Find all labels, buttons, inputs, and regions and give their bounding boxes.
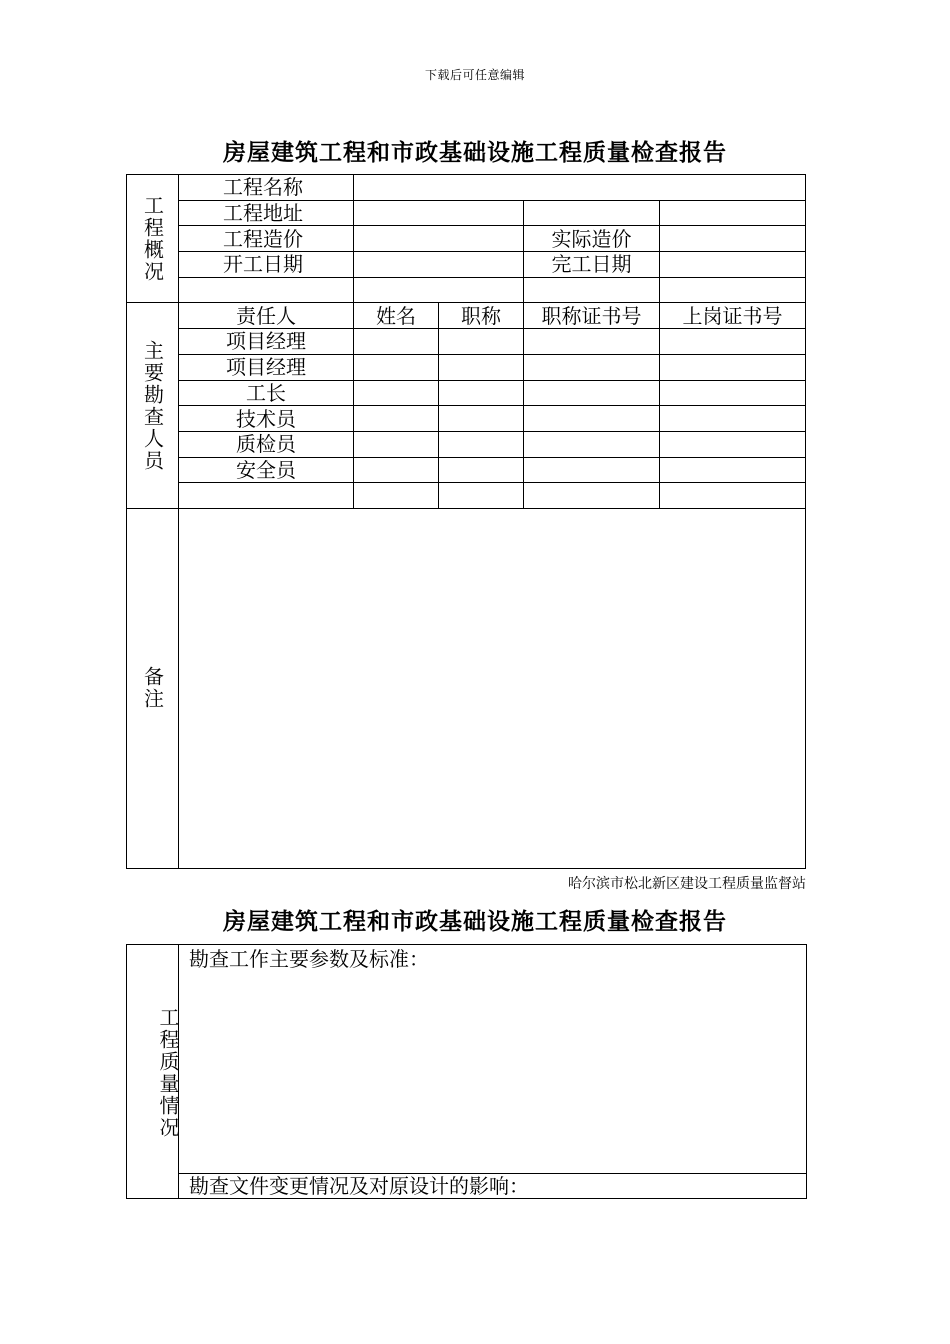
section-label-personnel: 主要勘查人员 <box>127 303 179 509</box>
field-blank-a[interactable] <box>524 200 660 226</box>
cell-title[interactable] <box>439 380 524 406</box>
personnel-row <box>127 380 806 406</box>
cell-title-cert[interactable] <box>524 354 660 380</box>
label-project-name: 工程名称 <box>179 175 354 201</box>
row-project-cost <box>127 226 806 252</box>
field-params[interactable] <box>179 945 807 1174</box>
cell-title-cert[interactable] <box>524 329 660 355</box>
personnel-row <box>127 431 806 457</box>
cell-title[interactable] <box>439 354 524 380</box>
row-changes <box>127 1174 807 1199</box>
cell-name[interactable] <box>354 457 439 483</box>
header-responsible: 责任人 <box>179 303 354 329</box>
row-dates <box>127 252 806 278</box>
role-label: 项目经理 <box>179 329 354 355</box>
prompt-changes: 勘查文件变更情况及对原设计的影响： <box>189 1174 529 1198</box>
header-title-cert: 职称证书号 <box>524 303 660 329</box>
row-params <box>127 945 807 1174</box>
role-label: 质检员 <box>179 431 354 457</box>
cell-title[interactable] <box>439 329 524 355</box>
cell-title-cert[interactable] <box>524 483 660 509</box>
label-start-date: 开工日期 <box>179 252 354 278</box>
cell-post-cert[interactable] <box>660 354 806 380</box>
cell-post-cert[interactable] <box>660 406 806 432</box>
field-project-cost[interactable] <box>354 226 524 252</box>
cell-title[interactable] <box>439 457 524 483</box>
role-label: 技术员 <box>179 406 354 432</box>
field-project-address[interactable] <box>354 200 524 226</box>
field-completion-date[interactable] <box>660 252 806 278</box>
cell-title-cert[interactable] <box>524 380 660 406</box>
field-start-date[interactable] <box>354 252 524 278</box>
role-label: 项目经理 <box>179 354 354 380</box>
personnel-row <box>127 354 806 380</box>
role-label: 安全员 <box>179 457 354 483</box>
cell-name[interactable] <box>354 354 439 380</box>
cell-title-cert[interactable] <box>524 431 660 457</box>
cell-post-cert[interactable] <box>660 457 806 483</box>
report-form-table <box>126 174 806 869</box>
report-title-page2: 房屋建筑工程和市政基础设施工程质量检查报告 <box>223 908 727 935</box>
header-name: 姓名 <box>354 303 439 329</box>
cell-title-cert[interactable] <box>524 457 660 483</box>
personnel-row <box>127 329 806 355</box>
cell-post-cert[interactable] <box>660 380 806 406</box>
prompt-params: 勘查工作主要参数及标准： <box>189 947 429 971</box>
label-project-cost: 工程造价 <box>179 226 354 252</box>
cell-name[interactable] <box>354 380 439 406</box>
field-blank-c[interactable] <box>179 277 354 303</box>
role-blank[interactable] <box>179 483 354 509</box>
cell-title[interactable] <box>439 406 524 432</box>
section-label-quality-text: 工程质量情况 <box>156 1006 180 1139</box>
field-blank-e[interactable] <box>524 277 660 303</box>
field-project-name[interactable] <box>354 175 806 201</box>
header-post-cert: 上岗证书号 <box>660 303 806 329</box>
report-title: 房屋建筑工程和市政基础设施工程质量检查报告 <box>223 139 727 166</box>
label-project-address: 工程地址 <box>179 200 354 226</box>
cell-name[interactable] <box>354 483 439 509</box>
cell-post-cert[interactable] <box>660 483 806 509</box>
row-project-name <box>127 175 806 201</box>
cell-title[interactable] <box>439 431 524 457</box>
cell-post-cert[interactable] <box>660 431 806 457</box>
field-blank-b[interactable] <box>660 200 806 226</box>
section-label-remarks: 备注 <box>127 508 179 868</box>
role-label: 工长 <box>179 380 354 406</box>
section-label-quality <box>127 945 179 1199</box>
cell-name[interactable] <box>354 406 439 432</box>
issuing-station: 哈尔滨市松北新区建设工程质量监督站 <box>568 876 806 892</box>
header-note: 下载后可任意编辑 <box>424 68 525 82</box>
field-actual-cost[interactable] <box>660 226 806 252</box>
personnel-row <box>127 457 806 483</box>
personnel-row-blank <box>127 483 806 509</box>
field-blank-f[interactable] <box>660 277 806 303</box>
field-remarks[interactable] <box>179 508 806 868</box>
cell-post-cert[interactable] <box>660 329 806 355</box>
row-overview-blank <box>127 277 806 303</box>
field-changes[interactable] <box>179 1174 807 1199</box>
cell-title[interactable] <box>439 483 524 509</box>
cell-name[interactable] <box>354 329 439 355</box>
label-actual-cost: 实际造价 <box>524 226 660 252</box>
cell-title-cert[interactable] <box>524 406 660 432</box>
personnel-row <box>127 406 806 432</box>
section-label-overview: 工程概况 <box>127 175 179 303</box>
cell-name[interactable] <box>354 431 439 457</box>
label-completion-date: 完工日期 <box>524 252 660 278</box>
personnel-header-row <box>127 303 806 329</box>
quality-form-table <box>126 944 807 1199</box>
row-project-address <box>127 200 806 226</box>
header-title: 职称 <box>439 303 524 329</box>
remarks-row <box>127 508 806 868</box>
field-blank-d[interactable] <box>354 277 524 303</box>
